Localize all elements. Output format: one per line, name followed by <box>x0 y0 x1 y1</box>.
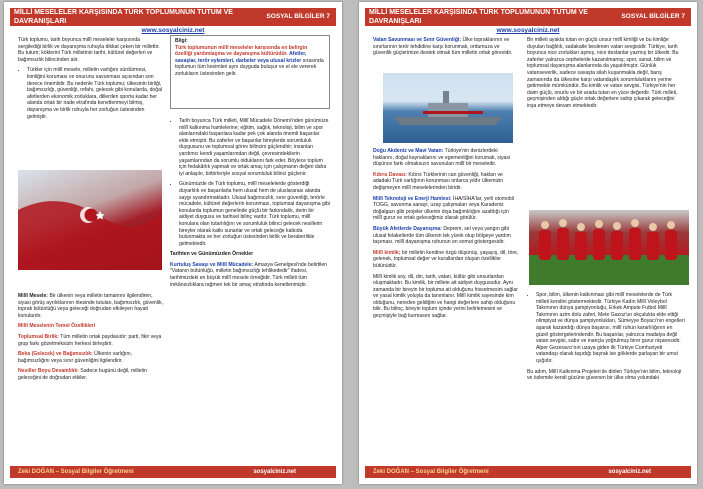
p1-label: Vatan Savunması ve Sınır Güvenliği: <box>373 37 462 43</box>
header-title: MİLLİ MESELELER KARŞISINDA TÜRK TOPLUMUNUN TUTUM VE DAVRANIŞLARI <box>369 9 588 25</box>
team-photo-image <box>529 210 689 285</box>
p5-label: Büyük Afetlerde Dayanışma: <box>373 225 442 232</box>
p3-text: Kıbrıs Türklerinin can güvenliği, hakları ve adadaki Türk varlığının korunması onlarca yıldır ülkemizin değişmeyen millî meselelerinden biridir. <box>373 171 504 191</box>
examples-title: Tarihten ve Günümüzden Örnekler <box>170 251 254 258</box>
info-red-text: Türk toplumunun millî meseleler karşısında en belirgin özelliği yardımlaşma ve dayanışma kültürüdür. <box>175 44 308 58</box>
list-item: • Türkler için millî mesele, milletin varlığını sürdürmesi, kimliğini koruması ve onurunu savunması açısından son derece önemlidir. Bu nedenle Türk toplumu; ülkesinin birliği, bağımsızlığı, güvenliği, refahı, gelecek gibi konularda, doğal afetlerden ekonomik zorluklara, dillerden sporta kadar her alanda ortak bir irade etrafında kenetlenmeyi bilmiş, dayanışma ve birlik ruhuyla her zorluğun üstesinden gelmiştir. <box>27 67 164 120</box>
milli-mesele-label: Millî Mesele: <box>18 293 49 299</box>
navy-ship-image <box>383 73 513 143</box>
left-column-2 <box>170 118 330 292</box>
left-column-1b <box>18 293 164 386</box>
page-footer <box>365 466 691 478</box>
p1-text: Ülke topraklarının ve sınırlarının terör tehdidine karşı korunmak, ordumuza ve güvenlik güçlerimize destek olmak tüm milletin ortak görevidir. <box>373 37 513 57</box>
right-column-2 <box>527 37 685 114</box>
info-title: Bilgi: <box>175 38 188 44</box>
p5-text: Deprem, sel veya yangın gibi ulusal felaketlerde tüm ülkenin tek yürek olup bölgeye yardım taşıması, millî dayanışma ruhunun en somut göstergesidir. <box>373 225 511 246</box>
flag-crowd-image <box>18 170 162 270</box>
info-box <box>170 35 330 109</box>
list-item: • Tarih boyunca Türk milleti, Millî Mücadele Dönemi'nden günümüze millî kalkınma hamlelerine; eğitim, sağlık, teknoloji, bilim ve spor alanlarındaki başarılara kadar pek çok alanda önemli başarılar elde etmiştir. Bu zaferler ve başarılar bireylerde sorumluluk duygusunu ve toplumsal görev bilincini güçlendirir; insanları yardımcı kendi yaşamlarından değil, çevresindekilerin yaşamlarından da sorumlu olduklarını fark eder. Böylece toplum için fedakârlık yapmak ve ortak amaç için çalışmanın değeri daha iyi anlaşılır, birbirleriyle sosyal sorumluluk bilinci güçlenir. <box>179 118 330 177</box>
p2-text: Türkiye'nin denizlerdeki haklarını, doğal kaynaklarını ve egemenliğini korumak, siyasi düşünce farkı olmaksızın savunulan millî bir meseledir. <box>373 148 511 168</box>
site-link[interactable]: www.sosyalciniz.net <box>496 27 560 34</box>
temel-ozellikler-title: Millî Meselenin Temel Özellikleri <box>18 323 96 330</box>
footer-site[interactable]: sosyalciniz.net <box>608 469 651 475</box>
right-column-1 <box>373 148 519 324</box>
site-link[interactable]: www.sosyalciniz.net <box>141 27 205 34</box>
info-rest-text: sırasında toplumun tüm kesimleri aynı duyguda buluşur ve el ele vererek zorlukların üstesinden gelir. <box>175 57 324 77</box>
p6-text: bir milletin kendine özgü düşünüş, yaşayış, dil, töre, gelenek, toplumsal değer ve kurallardan oluşan özellikler bütünüdür. <box>373 249 519 269</box>
page-header <box>10 8 336 26</box>
p7-text: Millî kimlik soy, dil, din, tarih, vatan, kültür gibi unsurlardan oluşmaktadır. Bu kimlik, bir millete ait aidiyet duygusudur. Aynı zamanda bir bireyin bir topluma ait olduğunu hissetmesini sağlar ve yasal kimlik yoluyla da tanımlanır. Millî kimlik sayesinde kim olduğunu, nereden geldiğini ve hangi değerlere sahip olduğunu bilir. Bu bilinç, bireyin toplum içinde yerini belirlemesini ve geçmişiyle bağ kurmasını sağlar. <box>373 273 518 320</box>
info-blue-text: Afetler, savaşlar, terör eylemleri, darbeler veya ulusal krizler <box>175 51 307 64</box>
t3-label: Nesiller Boyu Devamlılık: <box>18 368 79 375</box>
left-page <box>4 2 342 484</box>
footer-author: Zeki DOĞAN – Sosyal Bilgiler Öğretmeni <box>373 469 489 475</box>
header-badge: SOSYAL BİLGİLER 7 <box>266 13 330 20</box>
footer-site[interactable]: sosyalciniz.net <box>253 469 296 475</box>
t2-label: Beka (Gelecek) ve Bağımsızlık: <box>18 351 93 358</box>
right-column-1-top <box>373 37 519 61</box>
header-title: MİLLİ MESELELER KARŞISINDA TÜRK TOPLUMUNUN TUTUM VE DAVRANIŞLARI <box>14 9 233 25</box>
t1-text: Tüm milletin ortak paydasıdır; parti, fikir veya grup farkı gözetmeksizin herkesi birleştirir. <box>18 333 162 347</box>
t3-text: Sadece bugünü değil, milletin geleceğini de doğrudan etkiler. <box>18 368 147 381</box>
p4-text: İHA/SİHA'lar, yerli otomobil TOGG, savunma sanayi, uzay çalışmaları veya Karadeniz doğalgazı gibi projeler ülkenin dışa bağımlılığını azalttığı için millî gurur ve ortak geleceğimiz olarak görülür. <box>373 195 515 222</box>
kurtulus-label: Kurtuluş Savaşı ve Millî Mücadele: <box>170 261 254 268</box>
p3-label: Kıbrıs Davası: <box>373 171 407 178</box>
footer-author: Zeki DOĞAN – Sosyal Bilgiler Öğretmeni <box>18 469 134 475</box>
page-footer <box>10 466 336 478</box>
c2-p1: Bir milleti ayakta tutan en güçlü unsur millî kimliği ve bu kimliğe duyulan bağlılık, sadakatle beslenen vatan sevgisidir. Türkiye, tarih boyunca nice zorlukları aşmış, nice destanlar yazmış bir ülkedir. Bu zaferler yalnızca cephelerde kazanılmamış; spor, sanat, bilim ve toplumsal dayanışma alanlarında da yaşatılmıştır. Günlük vatanseverlik, sadece savaşta silah kuşanmakla değil, barış zamanında da ülkesine karşı vatandaşlık sorumluluklarını yerine getirmekle mümkündür. Bu kimlik ve vatan sevgisi, Türkiye'nin her daim güçlü, onurlu ve bir arada tutan en yüce değerdir. Türk milleti, geçmişinden aldığı güçle ortak değerlere sahip çıkarak geleceğini inşa etmeye devam etmektedir. <box>527 37 679 109</box>
kurtulus-text: Amasya Genelgesi'nde belirtilen "Vatanın bütünlüğü, milletin bağımsızlığı tehlikededir" ifadesi, tarihimizdeki en büyük millî mesele örneğidir. Türk milleti tüm imkânsızlıklara rağmen tek bir amaç etrafında kenetlenmiştir. <box>170 261 327 288</box>
milli-mesele-text: Bir ülkenin veya milletin tamamını ilgilendiren, siyasi görüş ayrılıklarının ötesinde tutulan, bağımsızlık, güvenlik, toprak bütünlüğü veya geleceği doğrudan etkileyen hayati konulardır. <box>18 293 163 319</box>
list-item: • Spor, bilim, ülkenin kalkınması gibi millî meselelerde de Türk milleti kendini göstermektedir. Türkiye Kadın Millî Voleybol Takımının dünya şampiyonluğu, Erkek Ampute Futbol Millî Takımının azim dolu zaferi, Mete Gazoz'un okçulukta elde ettiği olimpiyat ve dünya şampiyonlukları, Sümeyye Boyacı'nın engelleri aşarak kazandığı dünya başarısı, millî ruhun kararlılığının en güzel göstergelerindendir. Bu başarılar, yalnızca madalya değil vatan sevgisi, sabır ve inançla yoğrulmuş birer gurur nişanesidir. Alper Gezeravcı'nın uzaya giden ilk Türkiye Cumhuriyeti vatandaşı olarak taşıdığı bayrak ise göklerde parlayan bir umut ışığıdır. <box>536 292 685 365</box>
t2-text: Ülkenin varlığını, bağımsızlığını veya sınır güvenliğini ilgilendirir. <box>18 351 133 364</box>
list-item: • Günümüzde de Türk toplumu, millî meselelerde gösterdiği duyarlılık ve başarılarla hem ulusal hem de uluslararası alanda saygı uyandırmaktadır. Ulusal bağımsızlık, sınır güvenliği, terörle mücadele, kültürel değerlerin korunması, toplumsal dayanışma gibi konularda toplumun genelinde güçlü bir farkındalık, derin bir aidiyet duygusu ve tarihsel bilinç vardır. Türk toplumu, millî konulara olan tutarlılığını ve sorumluluk bilinci gelecek nesillerin bireyler olarak katkı sunarlar ve ortak geleceğe katkıda bulunmakta ve her zorluğun üstesinden birlik ve beraberlikle gelmektedir. <box>179 181 330 247</box>
right-page <box>359 2 697 484</box>
t1-label: Toplumsal Birlik: <box>18 333 59 340</box>
c2-end: Bu adım, Millî Kalkınma Projeleri ile dirilen Türkiye'nin bilim, teknoloji ve özlemde kendi gücüne güvenen bir ülke olma yolundaki <box>527 368 682 382</box>
p4-label: Millî Teknoloji ve Enerji Hamlesi: <box>373 195 452 202</box>
left-column-1 <box>18 37 164 124</box>
p6-label: Millî kimlik; <box>373 249 401 256</box>
page-header <box>365 8 691 26</box>
p2-label: Doğu Akdeniz ve Mavi Vatan: <box>373 148 444 154</box>
right-column-2b <box>527 292 685 386</box>
intro-paragraph: Türk toplumu, tarih boyunca millî meseleler karşısında sergilediği birlik ve dayanışma ruhuyla dikkat çeken bir millettir. Bu tutum; köklerini Türk milletinin tarihi, kültürel değerleri ve bağımsızlık bilincinden alır. <box>18 37 160 63</box>
header-badge: SOSYAL BİLGİLER 7 <box>621 13 685 20</box>
